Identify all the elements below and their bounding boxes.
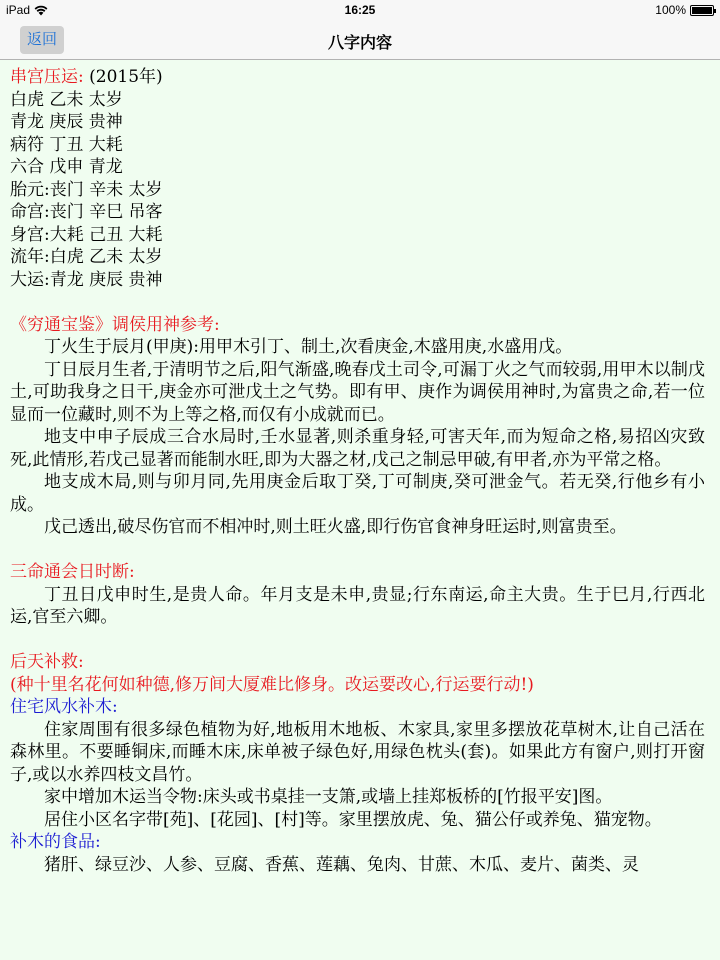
paragraph: 丁日辰月生者,于清明节之后,阳气渐盛,晚春戊土司令,可漏丁火之气而较弱,用甲木以制戊土,可助我身之日干,庚金亦可泄戊土之气势。即有甲、庚作为调侯用神时,为富贵之命,若一位显而一位藏时,则不为上等之格,而仅有小成就而已。 [10,359,705,425]
paragraph: 家中增加木运当令物:床头或书桌挂一支箫,或墙上挂郑板桥的[竹报平安]图。 [44,787,613,807]
paragraph: 住家周围有很多绿色植物为好,地板用木地板、木家具,家里多摆放花草树木,让自己活在森林里。不要睡铜床,而睡木床,床单被子绿色好,用绿色枕头(套)。如果此方有窗户,则打开窗子,或以水养四枝文昌竹。 [10,719,705,785]
list-item: 病符 丁丑 大耗 [10,134,123,155]
section-heading-chuangong: 串宫压运: [10,67,84,87]
status-bar [0,0,720,20]
paragraph: 丁火生于辰月(甲庚):用甲木引丁、制土,次看庚金,木盛用庚,水盛用戊。 [44,337,573,357]
battery-percent: 100% [655,3,686,17]
subheading-fengshui: 住宅风水补木: [10,697,118,717]
motto-text: (种十里名花何如种德,修万间大厦难比修身。改运要改心,行运要行动!) [10,674,534,695]
spacer [10,291,705,314]
battery-icon [690,5,714,16]
battery-fill [692,7,712,14]
paragraph: 猪肝、绿豆沙、人参、豆腐、香蕉、莲藕、兔肉、甘蔗、木瓜、麦片、菌类、灵 [44,854,639,875]
device-name: iPad [6,3,31,17]
content-scroll-area[interactable] [10,66,705,876]
spacer [10,629,705,652]
paragraph: 地支成木局,则与卯月同,先用庚金后取丁癸,丁可制庚,癸可泄金气。若无癸,行他乡有小成。 [10,472,705,515]
list-item: 命宫:丧门 辛巳 吊客 [10,202,163,222]
section-heading-houtian: 后天补救: [10,652,84,672]
list-item: 身宫:大耗 己丑 大耗 [10,224,163,245]
list-item: 青龙 庚辰 贵神 [10,112,123,132]
page-title: 八字内容 [327,35,392,52]
paragraph: 戊己透出,破尽伤官而不相冲时,则土旺火盛,即行伤官食神身旺运时,则富贵至。 [44,517,627,537]
section-heading-sanming: 三命通会日时断: [10,562,135,582]
navigation-bar [0,20,720,60]
list-item: 胎元:丧门 辛未 太岁 [10,179,163,200]
subheading-food: 补木的食品: [10,832,101,852]
section-header-row [10,66,705,89]
spacer [10,539,705,562]
list-item: 大运:青龙 庚辰 贵神 [10,269,163,290]
list-item: 白虎 乙未 太岁 [10,89,123,110]
status-right [655,3,714,17]
paragraph: 丁丑日戊申时生,是贵人命。年月支是未申,贵显;行东南运,命主大贵。生于巳月,行西北运,官至六卿。 [10,584,705,627]
back-button[interactable]: 返回 [20,26,64,54]
status-time: 16:25 [344,3,376,17]
list-item: 流年:白虎 乙未 太岁 [10,247,163,267]
year-label: (2015年) [89,67,163,87]
paragraph: 地支中申子辰成三合水局时,壬水显著,则杀重身轻,可害天年,而为短命之格,易招凶灾致死,此情形,若戊己显著而能制水旺,即为大器之材,戊己之制忌甲破,有甲者,亦为平常之格。 [10,427,705,470]
list-item: 六合 戊申 青龙 [10,157,123,177]
section-heading-qiongtong: 《穷通宝鉴》调侯用神参考: [10,314,220,335]
paragraph: 居住小区名字带[苑]、[花园]、[村]等。家里摆放虎、兔、猫公仔或养兔、猫宠物。 [44,809,662,830]
